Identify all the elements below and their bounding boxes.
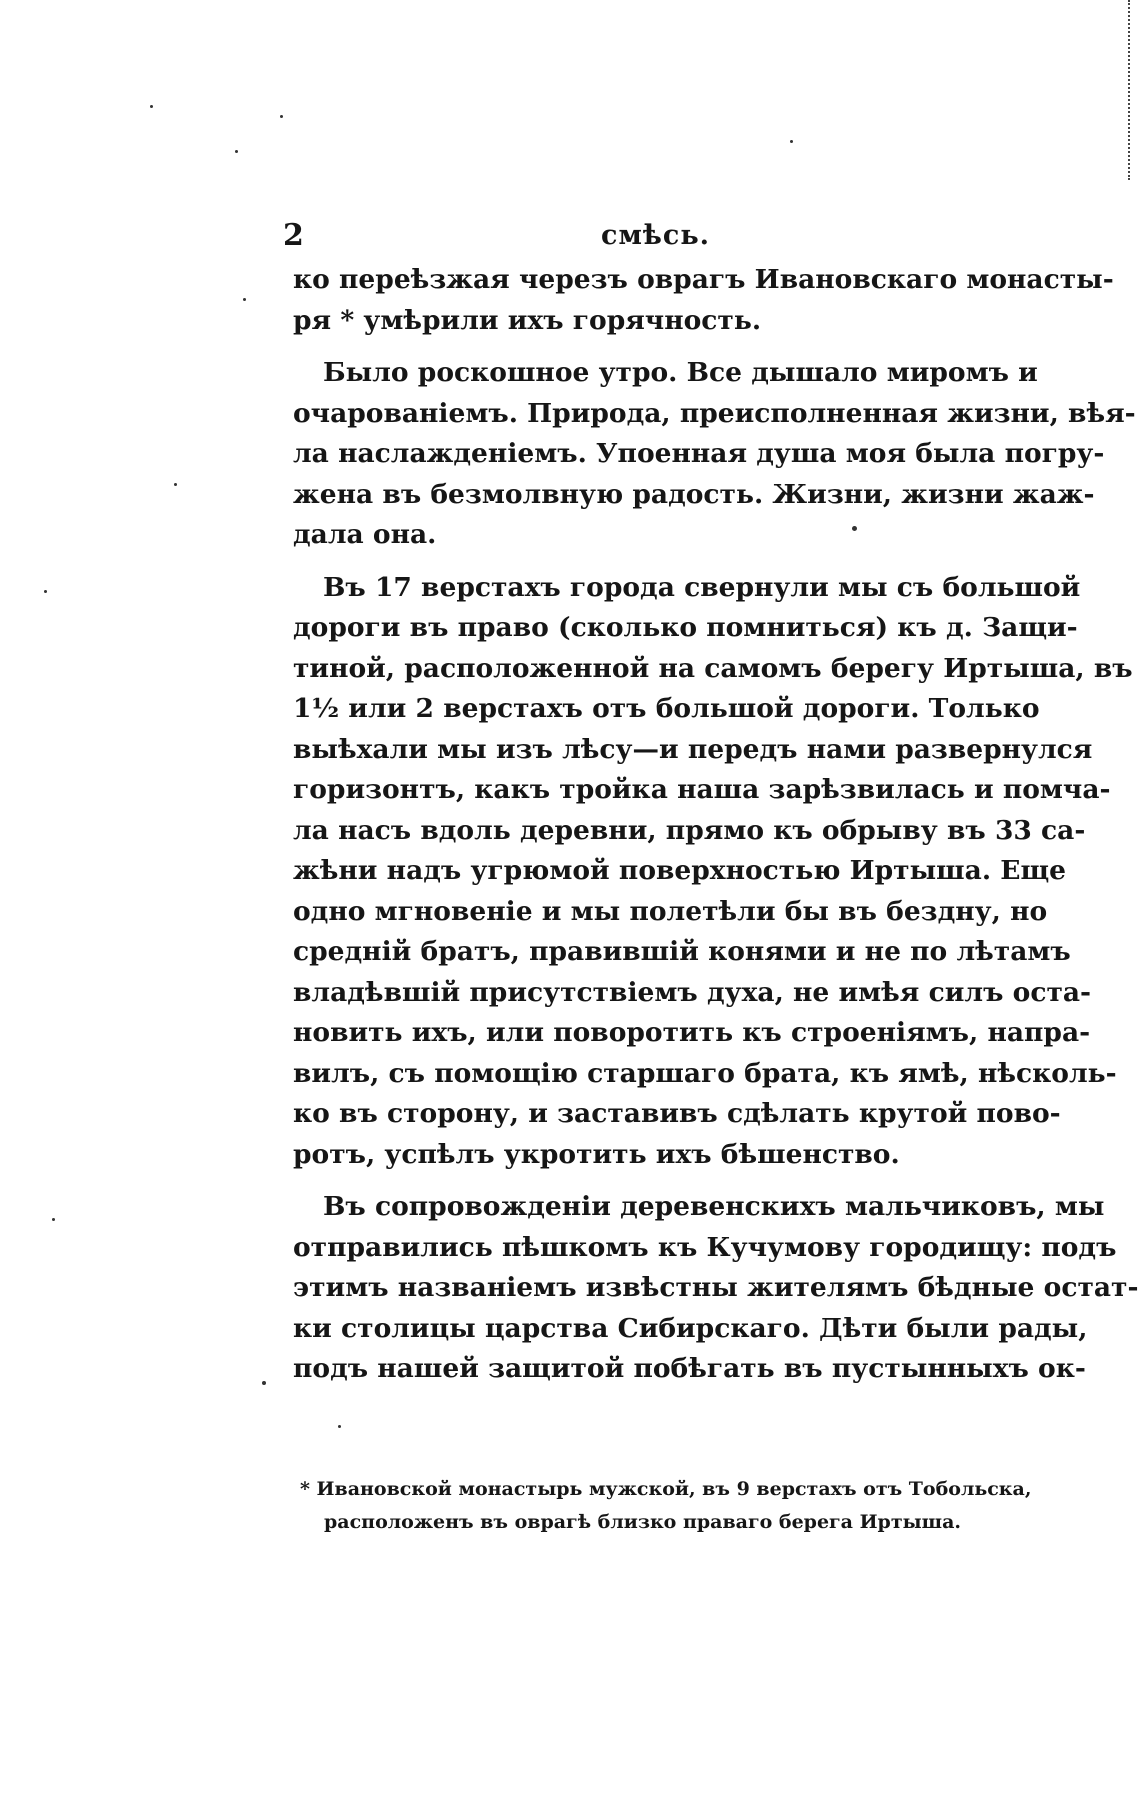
text-line: тиной, расположенной на самомъ берегу Иртыша, въ xyxy=(293,652,1133,684)
text-line: одно мгновеніе и мы полетѣли бы въ бездну, но xyxy=(293,895,1048,927)
scan-speck xyxy=(150,105,153,108)
footnote-line: расположенъ въ оврагѣ близко праваго берега Иртыша. xyxy=(324,1511,962,1533)
running-head: смѣсь. xyxy=(601,220,711,251)
scan-speck xyxy=(280,115,283,118)
text-line: ко переѣзжая черезъ оврагъ Ивановскаго монасты- xyxy=(293,264,1114,295)
text-line: вилъ, съ помощію старшаго брата, къ ямѣ, нѣсколь- xyxy=(293,1057,1117,1089)
text-line: Было роскошное утро. Все дышало миромъ и xyxy=(323,357,1038,388)
text-line: отправились пѣшкомъ къ Кучумову городищу: подъ xyxy=(293,1231,1117,1263)
text-line: 1½ или 2 верстахъ отъ большой дороги. Только xyxy=(293,693,1040,724)
text-line: очарованіемъ. Природа, преисполненная жизни, вѣя- xyxy=(293,397,1136,429)
scan-speck xyxy=(338,1425,341,1428)
text-line: ротъ, успѣлъ укротить ихъ бѣшенство. xyxy=(293,1138,900,1170)
scan-speck xyxy=(852,526,857,531)
text-line: ря * умѣрили ихъ горячность. xyxy=(293,304,762,336)
text-line: ко въ сторону, и заставивъ сдѣлать крутой пово- xyxy=(293,1098,1061,1129)
text-line: ла наслажденіемъ. Упоенная душа моя была погру- xyxy=(293,438,1105,469)
page-edge-mark xyxy=(1128,0,1134,180)
text-line: жена въ безмолвную радость. Жизни, жизни жаж- xyxy=(293,478,1095,510)
text-line: подъ нашей защитой побѣгать въ пустынныхъ ок- xyxy=(293,1353,1086,1384)
text-line: Въ 17 верстахъ города свернули мы съ большой xyxy=(323,571,1081,603)
text-line: жѣни надъ угрюмой поверхностью Иртыша. Еще xyxy=(293,855,1067,886)
footnote-line: * Ивановской монастырь мужской, въ 9 верстахъ отъ Тобольска, xyxy=(300,1478,1032,1500)
scan-speck xyxy=(243,298,246,301)
scan-speck xyxy=(174,483,177,486)
text-line: ки столицы царства Сибирскаго. Дѣти были рады, xyxy=(293,1312,1088,1344)
scan-speck xyxy=(262,1381,266,1385)
text-line: новить ихъ, или поворотить къ строеніямъ, напра- xyxy=(293,1017,1091,1048)
scan-speck xyxy=(52,1218,55,1221)
text-line: горизонтъ, какъ тройка наша зарѣзвилась и помча- xyxy=(293,774,1111,805)
text-line: дала она. xyxy=(293,519,437,550)
page-header xyxy=(283,218,1013,258)
page-number: 2 xyxy=(283,218,304,253)
scan-speck xyxy=(790,140,793,143)
scan-speck xyxy=(44,590,47,593)
scan-speck xyxy=(235,150,238,153)
text-line: владѣвшій присутствіемъ духа, не имѣя силъ оста- xyxy=(293,976,1092,1008)
body-text xyxy=(293,260,1139,1390)
text-line: дороги въ право (сколько помниться) къ д. Защи- xyxy=(293,612,1078,643)
text-line: этимъ названіемъ извѣстны жителямъ бѣдные остат- xyxy=(293,1272,1139,1303)
text-line: средній братъ, правившій конями и не по лѣтамъ xyxy=(293,936,1071,967)
footnote xyxy=(300,1473,1032,1539)
text-line: Въ сопровожденіи деревенскихъ мальчиковъ, мы xyxy=(323,1191,1105,1222)
text-line: выѣхали мы изъ лѣсу—и передъ нами развернулся xyxy=(293,733,1093,765)
text-line: ла насъ вдоль деревни, прямо къ обрыву въ 33 са- xyxy=(293,814,1086,846)
